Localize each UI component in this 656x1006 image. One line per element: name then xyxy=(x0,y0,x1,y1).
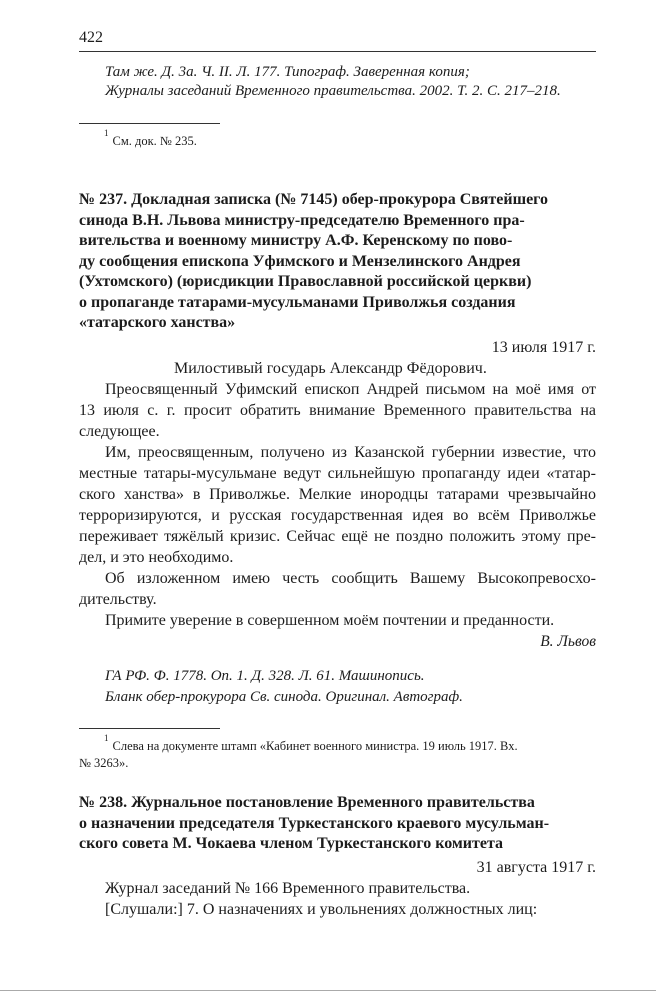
doc237-signature: В. Львов xyxy=(540,633,596,650)
doc238-heading-line-2: о назначении председателя Туркестанского краевого мусульман- xyxy=(79,814,550,832)
footnote-2-text: Слева на документе штамп «Кабинет военного министра. 19 июль 1917. Вх. xyxy=(112,739,518,754)
doc238-date: 31 августа 1917 г. xyxy=(476,859,596,876)
doc237-salutation: Милостивый государь Александр Фёдорович. xyxy=(174,360,487,377)
doc237-body-line-10: Об изложенном имею честь сообщить Вашему Высокопревосхо- xyxy=(105,570,596,587)
footnote-2-line-1 xyxy=(104,733,518,754)
doc237-date: 13 июля 1917 г. xyxy=(491,339,596,356)
prev-source-line-2: Журналы заседаний Временного правительства. 2002. Т. 2. С. 217–218. xyxy=(105,83,561,99)
doc237-source-line-2: Бланк обер-прокурора Св. синода. Оригинал. Автограф. xyxy=(105,689,463,705)
footnote-1-text: См. док. № 235. xyxy=(112,134,197,149)
header-rule xyxy=(79,51,596,52)
doc237-source-line-1: ГА РФ. Ф. 1778. Оп. 1. Д. 328. Л. 61. Машинопись. xyxy=(105,668,425,684)
doc238-body-line-2: [Слушали:] 7. О назначениях и увольнениях должностных лиц: xyxy=(105,901,538,918)
footnote-2-mark: 1 xyxy=(104,733,109,743)
doc237-body-line-2: 13 июля с. г. просит обратить внимание Временного правительства на xyxy=(79,402,596,419)
footnote-1-mark: 1 xyxy=(104,128,109,138)
footnote-2-line-2: № 3263». xyxy=(79,756,129,770)
doc237-body-line-8: переживает тяжёлый кризис. Сейчас ещё не поздно положить этому пре- xyxy=(79,528,596,545)
doc237-heading-line-7: «татарского ханства» xyxy=(79,314,236,331)
doc237-heading-line-1: № 237. Докладная записка (№ 7145) обер-прокурора Святейшего xyxy=(79,191,549,208)
page-bottom-edge xyxy=(0,990,656,991)
doc237-body-line-7: терроризируются, и русская государственная идея во всём Приволжье xyxy=(79,507,596,524)
doc237-body-line-6: ского ханства» в Приволжье. Мелкие инородцы татарами чрезвычайно xyxy=(79,486,596,503)
doc237-heading-line-4: ду сообщения епископа Уфимского и Мензелинского Андрея xyxy=(79,252,521,270)
doc237-heading-line-2: синода В.Н. Львова министру-председателю Временного пра- xyxy=(79,211,525,229)
doc237-heading-line-5: (Ухтомского) (юрисдикции Православной российской церкви) xyxy=(79,273,532,290)
footnote-rule-1 xyxy=(79,123,220,124)
doc237-body-line-11: дительству. xyxy=(79,591,157,608)
doc237-body-line-9: дел, и это необходимо. xyxy=(79,549,234,566)
doc237-body-line-1: Преосвященный Уфимский епископ Андрей письмом на моё имя от xyxy=(105,381,596,398)
footnote-rule-2 xyxy=(79,728,220,729)
doc238-heading-line-3: ского совета М. Чокаева членом Туркестанского комитета xyxy=(79,835,504,852)
doc237-body-line-12: Примите уверение в совершенном моём почтении и преданности. xyxy=(105,612,555,629)
doc238-body-line-1: Журнал заседаний № 166 Временного правительства. xyxy=(105,880,471,897)
doc237-body-line-4: Им, преосвященным, получено из Казанской губернии известие, что xyxy=(105,444,596,461)
doc237-heading-line-3: вительства и военному министру А.Ф. Керенскому по пово- xyxy=(79,232,513,249)
footnote-1 xyxy=(104,128,197,149)
prev-source-line-1: Там же. Д. 3а. Ч. II. Л. 177. Типограф. Заверенная копия; xyxy=(105,64,470,80)
page-number: 422 xyxy=(79,29,103,46)
doc237-body-line-3: следующее. xyxy=(79,423,160,440)
doc238-heading-line-1: № 238. Журнальное постановление Временного правительства xyxy=(79,794,535,811)
doc237-heading-line-6: о пропаганде татарами-мусульманами Приволжья создания xyxy=(79,293,516,311)
doc237-body-line-5: местные татары-мусульмане ведут сильнейшую пропаганду идеи «татар- xyxy=(79,465,596,482)
